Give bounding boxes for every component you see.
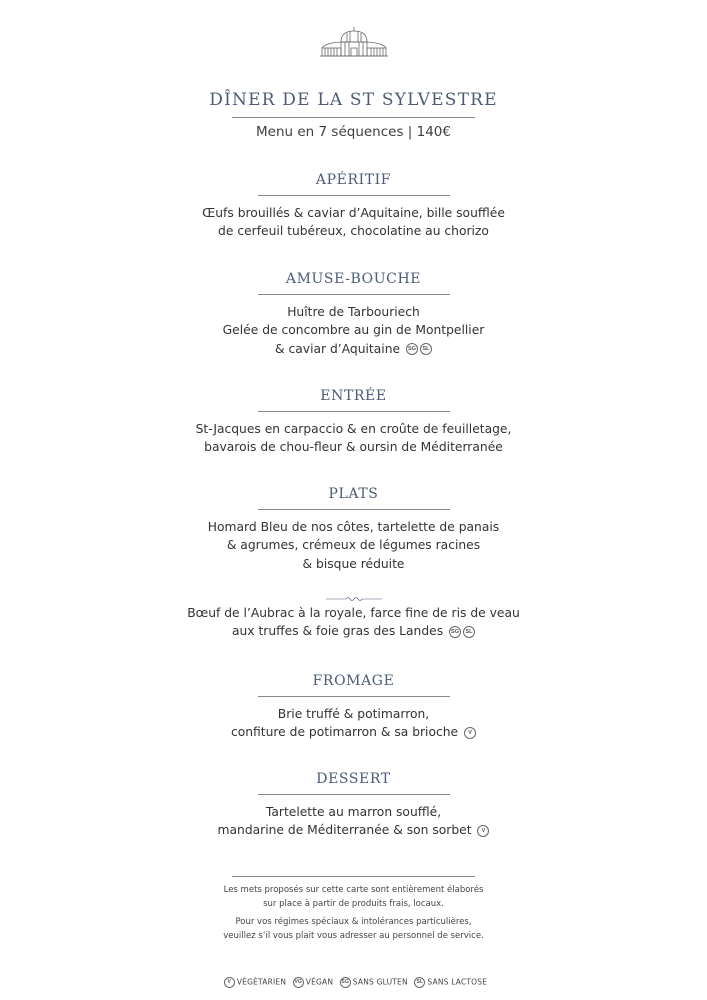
footer-divider <box>232 876 475 877</box>
footer-note-1 <box>0 884 707 911</box>
dish-line <box>0 803 707 821</box>
diet-badge-icon: SG <box>406 343 418 355</box>
dish-line <box>0 604 707 622</box>
dish-line <box>0 518 707 536</box>
section-divider <box>258 411 450 412</box>
dish-line <box>0 321 707 339</box>
section-heading: APÉRITIF <box>315 172 392 188</box>
legend-label: SANS GLUTEN <box>352 977 408 987</box>
dish-text: Huître de Tarbouriech <box>287 305 420 319</box>
footer-note-2 <box>0 916 707 943</box>
vegetarian-badge-icon: V <box>224 977 235 988</box>
dish-line <box>0 222 707 240</box>
legend-label: VÉGAN <box>305 977 334 987</box>
diet-badge-icon: SL <box>420 343 432 355</box>
gluten-free-badge-icon: SG <box>340 977 351 988</box>
dish-line <box>0 204 707 222</box>
dish-line <box>0 340 707 358</box>
menu-subtitle: Menu en 7 séquences | 140€ <box>256 124 451 140</box>
dish-line <box>0 536 707 554</box>
footer-line: Pour vos régimes spéciaux & intolérances particulières, <box>235 917 472 927</box>
footer-line: Les mets proposés sur cette carte sont entièrement élaborés <box>223 885 484 895</box>
dish-text: mandarine de Méditerranée & son sorbet <box>217 823 472 838</box>
dish-line <box>0 705 707 723</box>
dish-line <box>0 723 707 741</box>
section-items <box>0 303 707 358</box>
dish-text: & caviar d’Aquitaine <box>275 341 401 356</box>
diet-badge-icon: SL <box>463 626 475 638</box>
dish-text: Tartelette au marron soufflé, <box>265 805 442 819</box>
footer-line: veuillez s’il vous plait vous adresser au personnel de service. <box>223 930 484 941</box>
section-divider <box>258 696 450 697</box>
dish-text: & agrumes, crémeux de légumes racines <box>226 538 481 553</box>
section-items <box>0 705 707 742</box>
dish-text: confiture de potimarron & sa brioche <box>230 725 459 740</box>
dish-line <box>0 555 707 573</box>
section-divider <box>258 195 450 196</box>
greenhouse-logo <box>0 26 707 64</box>
dish-line <box>0 303 707 321</box>
legend-label: VÉGÉTARIEN <box>236 977 287 987</box>
dish-text: Homard Bleu de nos côtes, tartelette de panais <box>207 520 500 534</box>
dish-line <box>0 622 707 640</box>
section-divider <box>258 509 450 510</box>
section-items <box>0 604 707 641</box>
section-items <box>0 420 707 457</box>
dish-text: & bisque réduite <box>302 556 405 571</box>
dish-text: Œufs brouillés & caviar d’Aquitaine, bille soufflée <box>202 206 505 220</box>
section-items <box>0 803 707 840</box>
dish-text: bavarois de chou-fleur & oursin de Méditerranée <box>204 440 503 455</box>
dietary-legend <box>0 977 707 988</box>
section-heading: AMUSE-BOUCHE <box>285 271 422 287</box>
dish-text: de cerfeuil tubéreux, chocolatine au chorizo <box>218 224 489 239</box>
dish-text: Brie truffé & potimarron, <box>277 707 430 721</box>
section-items <box>0 518 707 573</box>
section-heading: ENTRÉE <box>320 388 387 404</box>
section-divider <box>258 294 450 295</box>
dish-line <box>0 420 707 438</box>
dish-text: St-Jacques en carpaccio & en croûte de feuilletage, <box>195 422 512 436</box>
vegan-badge-icon: VG <box>293 977 304 988</box>
diet-badge-icon: SG <box>449 626 461 638</box>
dish-line <box>0 821 707 839</box>
title-divider <box>232 117 475 118</box>
diet-badge-icon: V <box>464 727 476 739</box>
section-heading: PLATS <box>328 486 379 502</box>
dish-text: Gelée de concombre au gin de Montpellier <box>222 323 485 338</box>
dish-line <box>0 438 707 456</box>
section-divider <box>258 794 450 795</box>
lactose-free-badge-icon: SL <box>414 977 425 988</box>
greenhouse-icon <box>319 26 389 60</box>
legend-label: SANS LACTOSE <box>427 977 488 987</box>
page-title: DÎNER DE LA ST SYLVESTRE <box>209 90 498 110</box>
section-heading: DESSERT <box>316 771 391 787</box>
diet-badge-icon: V <box>477 825 489 837</box>
footer-line: sur place à partir de produits frais, locaux. <box>263 898 444 909</box>
dish-text: Bœuf de l’Aubrac à la royale, farce fine de ris de veau <box>187 606 520 620</box>
section-items <box>0 204 707 241</box>
section-heading: FROMAGE <box>312 673 395 689</box>
dish-text: aux truffes & foie gras des Landes <box>231 624 444 639</box>
